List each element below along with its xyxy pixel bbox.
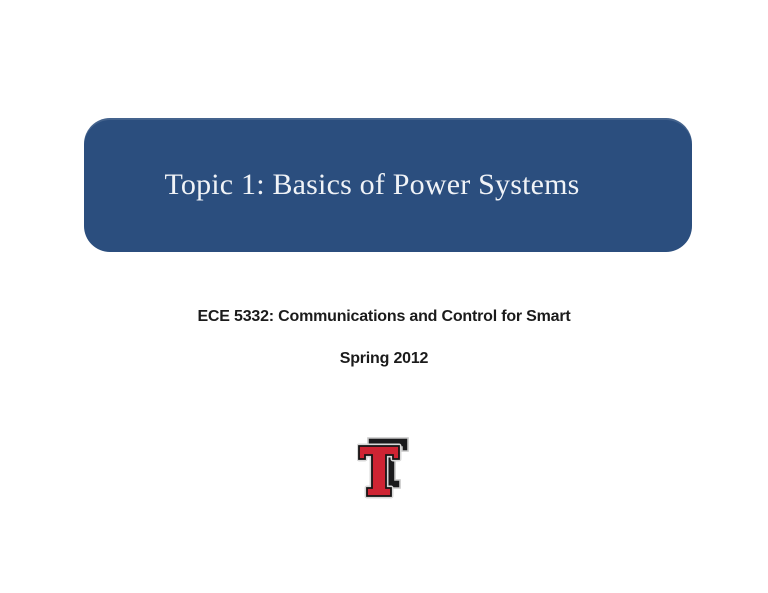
slide-title: Topic 1: Basics of Power Systems — [164, 168, 580, 201]
double-t-icon — [357, 437, 409, 499]
title-banner — [84, 118, 692, 252]
course-subtitle: ECE 5332: Communications and Control for Smart — [197, 308, 571, 325]
texas-tech-double-t-logo — [357, 437, 409, 499]
semester-subtitle: Spring 2012 — [339, 350, 429, 367]
